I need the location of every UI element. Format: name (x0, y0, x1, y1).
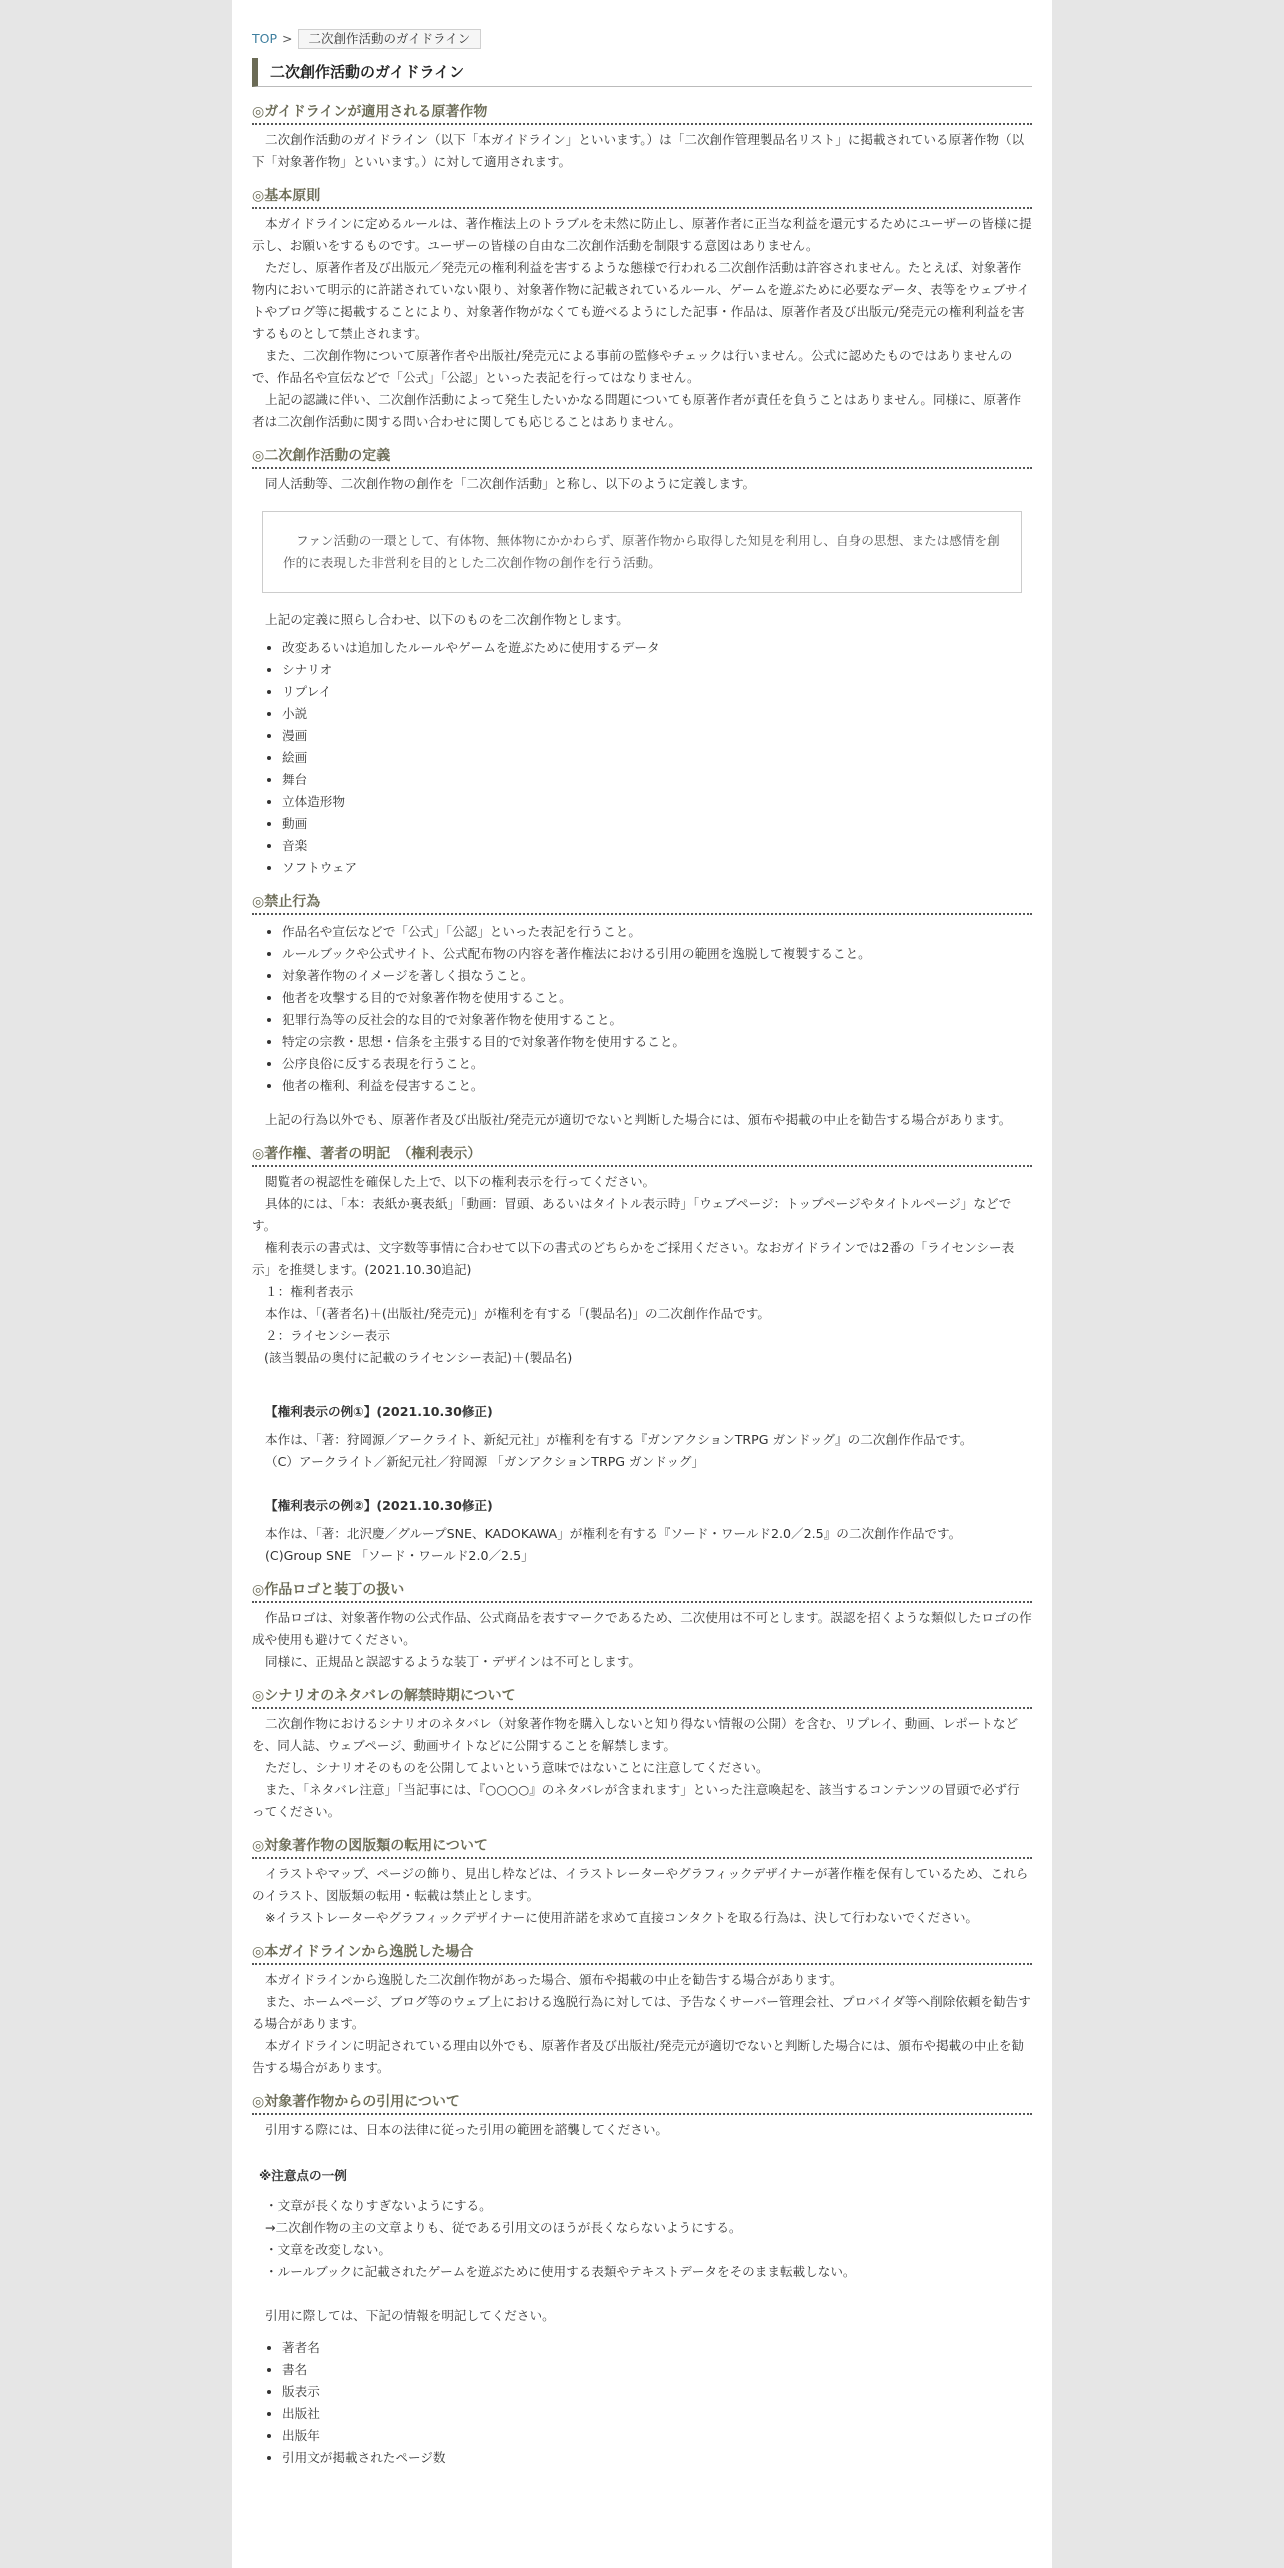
list-item: • 書名 (282, 2359, 1032, 2381)
list-item: • ルールブックや公式サイト、公式配布物の内容を著作権法における引用の範囲を逸脱して複製すること。 (282, 943, 1032, 965)
list-item: • シナリオ (282, 659, 1032, 681)
paragraph: ・文章を改変しない。 (265, 2242, 391, 2257)
list-item: • 特定の宗教・思想・信条を主張する目的で対象著作物を使用すること。 (282, 1031, 1032, 1053)
definition-quote-box (262, 511, 1022, 593)
paragraph: 本作は、「著：狩岡源／アークライト、新紀元社」が権利を有する『ガンアクションTRPG ガンドッグ』の二次創作作品です。 (265, 1432, 973, 1447)
paragraph: 上記の定義に照らし合わせ、以下のものを二次創作物とします。 (265, 612, 629, 627)
list-item: • 他者の権利、利益を侵害すること。 (282, 1075, 1032, 1097)
list-item: • 音楽 (282, 835, 1032, 857)
list-item: • リプレイ (282, 681, 1032, 703)
paragraph: 二次創作物におけるシナリオのネタバレ（対象著作物を購入しないと知り得ない情報の公開）を含む、リプレイ、動画、レポートなどを、同人誌、ウェブページ、動画サイトなどに公開することを解禁します。 (252, 1716, 1019, 1753)
list-item: • 動画 (282, 813, 1032, 835)
spacer (252, 1369, 1032, 1391)
paragraph: 引用に際しては、下記の情報を明記してください。 (265, 2308, 555, 2323)
paragraph: 本作は、「著：北沢慶／グループSNE、KADOKAWA」が権利を有する『ソード・ワールド2.0／2.5』の二次創作作品です。 (265, 1526, 962, 1541)
section-heading-spoilers: ◎シナリオのネタバレの解禁時期について (252, 1685, 1032, 1709)
paragraph: 上記の行為以外でも、原著作者及び出版社/発売元が適切でないと判断した場合には、頒布や掲載の中止を勧告する場合があります。 (265, 1112, 1012, 1127)
list-item: • 引用文が掲載されたページ数 (282, 2447, 1032, 2469)
breadcrumb-separator: > (282, 31, 293, 46)
breadcrumb-current: 二次創作活動のガイドライン (298, 29, 482, 49)
spacer (252, 2283, 1032, 2305)
paragraph: 本ガイドラインから逸脱した二次創作物があった場合、頒布や掲載の中止を勧告する場合があります。 (265, 1972, 843, 1987)
list-item: • 他者を攻撃する目的で対象著作物を使用すること。 (282, 987, 1032, 1009)
paragraph: １：権利者表示 (265, 1284, 354, 1299)
paragraph: ※イラストレーターやグラフィックデザイナーに使用許諾を求めて直接コンタクトを取る行為は、決して行わないでください。 (265, 1910, 979, 1925)
note-heading: ※注意点の一例 (259, 2168, 347, 2183)
page-title: 二次創作活動のガイドライン (252, 58, 1032, 87)
section-heading-definition: ◎二次創作活動の定義 (252, 445, 1032, 469)
paragraph: 本ガイドラインに明記されている理由以外でも、原著作者及び出版社/発売元が適切でないと判断した場合には、頒布や掲載の中止を勧告する場合があります。 (252, 2038, 1025, 2075)
paragraph: 閲覧者の視認性を確保した上で、以下の権利表示を行ってください。 (265, 1174, 656, 1189)
paragraph: イラストやマップ、ページの飾り、見出し枠などは、イラストレーターやグラフィックデザイナーが著作権を保有しているため、これらのイラスト、図版類の転用・転載は禁止とします。 (252, 1866, 1029, 1903)
spacer (252, 1473, 1032, 1495)
section-heading-deviation: ◎本ガイドラインから逸脱した場合 (252, 1941, 1032, 1965)
list-item: • 改変あるいは追加したルールやゲームを遊ぶために使用するデータ (282, 637, 1032, 659)
section-heading-applicable-works: ◎ガイドラインが適用される原著作物 (252, 101, 1032, 125)
spacer (252, 2141, 1032, 2155)
list-item: • 著者名 (282, 2337, 1032, 2359)
paragraph: 具体的には、「本：表紙か裏表紙」「動画：冒頭、あるいはタイトル表示時」「ウェブページ：トップページやタイトルページ」などです。 (252, 1196, 1012, 1233)
prohibited-acts-list (252, 921, 1032, 1097)
example-heading-1: 【権利表示の例①】(2021.10.30修正) (265, 1404, 493, 1419)
paragraph: 本作は、「(著者名)＋(出版社/発売元)」が権利を有する「(製品名)」の二次創作作品です。 (265, 1306, 770, 1321)
list-item: • 犯罪行為等の反社会的な目的で対象著作物を使用すること。 (282, 1009, 1032, 1031)
section-heading-logo-design: ◎作品ロゴと装丁の扱い (252, 1579, 1032, 1603)
paragraph: (該当製品の奥付に記載のライセンシー表記)＋(製品名) (264, 1350, 573, 1365)
main-content (252, 28, 1032, 2475)
paragraph: また、二次創作物について原著作者や出版社/発売元による事前の監修やチェックは行いません。公式に認めたものではありませんので、作品名や宣伝などで「公式」「公認」といった表記を行ってはなりません。 (252, 348, 1013, 385)
section-heading-illustrations: ◎対象著作物の図版類の転用について (252, 1835, 1032, 1859)
page-container (232, 0, 1052, 2568)
section-heading-basic-principles: ◎基本原則 (252, 185, 1032, 209)
paragraph: また、「ネタバレ注意」「当記事には、『○○○○』のネタバレが含まれます」といった注意喚起を、該当するコンテンツの冒頭で必ず行ってください。 (252, 1782, 1020, 1819)
paragraph: ・ルールブックに記載されたゲームを遊ぶために使用する表類やテキストデータをそのまま転載しない。 (265, 2264, 856, 2279)
paragraph: ただし、シナリオそのものを公開してよいという意味ではないことに注意してください。 (265, 1760, 769, 1775)
list-item: • 出版年 (282, 2425, 1032, 2447)
derivative-works-list (252, 637, 1032, 879)
definition-quote-text: ファン活動の一環として、有体物、無体物にかかわらず、原著作物から取得した知見を利用し、自身の思想、または感情を創作的に表現した非営利を目的とした二次創作物の創作を行う活動。 (283, 533, 1000, 570)
paragraph: 作品ロゴは、対象著作物の公式作品、公式商品を表すマークであるため、二次使用は不可とします。誤認を招くような類似したロゴの作成や使用も避けてください。 (252, 1610, 1032, 1647)
paragraph: 二次創作活動のガイドライン（以下「本ガイドライン」といいます。）は「二次創作管理製品名リスト」に掲載されている原著作物（以下「対象著作物」といいます。）に対して適用されます。 (252, 132, 1025, 169)
paragraph: 引用する際には、日本の法律に従った引用の範囲を諮襲してください。 (265, 2122, 668, 2137)
list-item: • 公序良俗に反する表現を行うこと。 (282, 1053, 1032, 1075)
list-item: • 漫画 (282, 725, 1032, 747)
paragraph: 同人活動等、二次創作物の創作を「二次創作活動」と称し、以下のように定義します。 (265, 476, 756, 491)
paragraph: 権利表示の書式は、文字数等事情に合わせて以下の書式のどちらかをご採用ください。なおガイドラインでは2番の「ライセンシー表示」を推奨します。(2021.10.30追記) (252, 1240, 1015, 1277)
paragraph: 同様に、正規品と誤認するような装丁・デザインは不可とします。 (265, 1654, 641, 1669)
section-heading-prohibited-acts: ◎禁止行為 (252, 891, 1032, 915)
list-item: • 絵画 (282, 747, 1032, 769)
citation-info-list (252, 2337, 1032, 2469)
paragraph: 上記の認識に伴い、二次創作活動によって発生したいかなる問題についても原著作者が責任を負うことはありません。同様に、原著作者は二次創作活動に関する問い合わせに関しても応じることはありません。 (252, 392, 1022, 429)
paragraph: 本ガイドラインに定めるルールは、著作権法上のトラブルを未然に防止し、原著作者に正当な利益を還元するためにユーザーの皆様に提示し、お願いをするものです。ユーザーの皆様の自由な二次創作活動を制限する意図はありません。 (252, 216, 1032, 253)
paragraph: ・文章が長くなりすぎないようにする。 (265, 2198, 492, 2213)
paragraph: ただし、原著作者及び出版元／発売元の権利利益を害するような態様で行われる二次創作活動は許容されません。たとえば、対象著作物内において明示的に許諾されていない限り、対象著作物に記載されているルール、ゲームを遊ぶために必要なデータ、表等をウェブサイトやブログ等に掲載することにより、対象著作物がなくても遊べるようにした記事・作品は、原著作者及び出版元/発売元の権利利益を害するものとして禁止されます。 (252, 260, 1030, 341)
example-heading-2: 【権利表示の例②】(2021.10.30修正) (265, 1498, 493, 1513)
list-item: • 出版社 (282, 2403, 1032, 2425)
paragraph: (C)Group SNE 「ソード・ワールド2.0／2.5」 (265, 1548, 534, 1563)
paragraph: ２：ライセンシー表示 (265, 1328, 390, 1343)
paragraph: →二次創作物の主の文章よりも、従である引用文のほうが長くならないようにする。 (265, 2220, 742, 2235)
list-item: • 立体造形物 (282, 791, 1032, 813)
list-item: • 小説 (282, 703, 1032, 725)
breadcrumb-top-link[interactable]: TOP (252, 31, 278, 46)
list-item: • ソフトウェア (282, 857, 1032, 879)
breadcrumb (252, 28, 1032, 50)
list-item: • 対象著作物のイメージを著しく損なうこと。 (282, 965, 1032, 987)
paragraph: また、ホームページ、ブログ等のウェブ上における逸脱行為に対しては、予告なくサーバー管理会社、プロバイダ等へ削除依頼を勧告する場合があります。 (252, 1994, 1031, 2031)
section-heading-copyright-notice: ◎著作権、著者の明記 （権利表示） (252, 1143, 1032, 1167)
paragraph: （C）アークライト／新紀元社／狩岡源 「ガンアクションTRPG ガンドッグ」 (265, 1454, 705, 1469)
list-item: • 版表示 (282, 2381, 1032, 2403)
section-heading-quotation: ◎対象著作物からの引用について (252, 2091, 1032, 2115)
list-item: • 舞台 (282, 769, 1032, 791)
list-item: • 作品名や宣伝などで「公式」「公認」といった表記を行うこと。 (282, 921, 1032, 943)
